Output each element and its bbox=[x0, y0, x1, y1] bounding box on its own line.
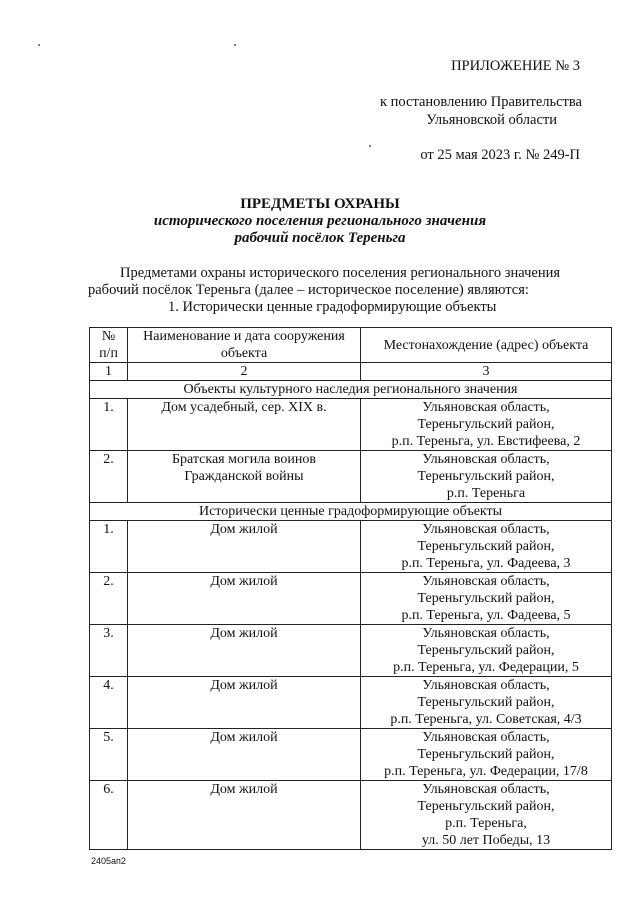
table-row bbox=[90, 451, 612, 503]
address-line: Тереньгульский район, bbox=[417, 643, 555, 658]
address-line: р.п. Тереньга bbox=[446, 486, 526, 501]
address-line: р.п. Тереньга, ул. Советская, 4/3 bbox=[390, 712, 582, 727]
intro-paragraph bbox=[88, 265, 588, 316]
address-line: Ульяновская область, bbox=[422, 730, 550, 745]
column-numbering-row bbox=[90, 363, 612, 381]
address-line: р.п. Тереньга, ул. Фадеева, 5 bbox=[401, 608, 571, 623]
object-name-line: Дом жилой bbox=[210, 678, 278, 693]
scan-speck bbox=[234, 44, 236, 46]
section-heading-valuable-objects: Исторически ценные градоформирующие объекты bbox=[90, 503, 612, 521]
table-row bbox=[90, 781, 612, 850]
resolution-reference: к постановлению Правительства bbox=[380, 94, 582, 110]
table-row bbox=[90, 625, 612, 677]
object-name-cell bbox=[128, 399, 361, 451]
section-heading-cultural-heritage: Объекты культурного наследия регионального значения bbox=[90, 381, 612, 399]
address-line: Ульяновская область, bbox=[422, 678, 550, 693]
object-name-cell bbox=[128, 573, 361, 625]
object-name-line: Дом жилой bbox=[210, 782, 278, 797]
object-address-cell bbox=[361, 521, 612, 573]
object-address-cell bbox=[361, 573, 612, 625]
object-name-line: Дом жилой bbox=[210, 522, 278, 537]
row-number-cell: 1. bbox=[90, 521, 128, 573]
intro-list-item: 1. Исторически ценные градоформирующие объекты bbox=[168, 299, 497, 315]
address-line: Ульяновская область, bbox=[422, 452, 550, 467]
scan-speck bbox=[369, 145, 371, 147]
object-name-cell bbox=[128, 729, 361, 781]
object-name-cell bbox=[128, 521, 361, 573]
address-line: Тереньгульский район, bbox=[417, 591, 555, 606]
address-line: р.п. Тереньга, ул. Евстифеева, 2 bbox=[391, 434, 581, 449]
address-line: Тереньгульский район, bbox=[417, 747, 555, 762]
object-address-cell bbox=[361, 729, 612, 781]
object-address-cell bbox=[361, 677, 612, 729]
address-line: Ульяновская область, bbox=[422, 522, 550, 537]
object-name-line: Дом жилой bbox=[210, 730, 278, 745]
address-line: Ульяновская область, bbox=[422, 400, 550, 415]
section-row bbox=[90, 381, 612, 399]
table-row bbox=[90, 729, 612, 781]
header-name-line2: объекта bbox=[220, 346, 268, 361]
table-row bbox=[90, 399, 612, 451]
object-name-cell bbox=[128, 625, 361, 677]
address-line: Тереньгульский район, bbox=[417, 799, 555, 814]
row-number-cell: 1. bbox=[90, 399, 128, 451]
object-name-cell bbox=[128, 677, 361, 729]
row-number-cell: 3. bbox=[90, 625, 128, 677]
intro-line-1: Предметами охраны исторического поселения регионального значения bbox=[120, 265, 561, 281]
document-subtitle: исторического поселения регионального значения bbox=[153, 213, 487, 229]
address-line: ул. 50 лет Победы, 13 bbox=[421, 833, 551, 848]
table-row bbox=[90, 573, 612, 625]
address-line: р.п. Тереньга, bbox=[445, 816, 527, 831]
object-name-line: Гражданской войны bbox=[184, 469, 304, 484]
resolution-date-number: от 25 мая 2023 г. № 249-П bbox=[420, 147, 580, 163]
object-address-cell bbox=[361, 625, 612, 677]
address-line: Тереньгульский район, bbox=[417, 539, 555, 554]
header-number-sign: № bbox=[101, 329, 116, 344]
header-name-cell bbox=[128, 328, 361, 363]
document-title: ПРЕДМЕТЫ ОХРАНЫ bbox=[240, 196, 400, 212]
address-line: Тереньгульский район, bbox=[417, 417, 555, 432]
object-address-cell bbox=[361, 399, 612, 451]
object-name-line: Дом усадебный, сер. XIX в. bbox=[161, 400, 327, 415]
row-number-cell: 4. bbox=[90, 677, 128, 729]
address-line: р.п. Тереньга, ул. Федерации, 17/8 bbox=[384, 764, 588, 779]
row-number-cell: 2. bbox=[90, 451, 128, 503]
address-line: р.п. Тереньга, ул. Фадеева, 3 bbox=[401, 556, 571, 571]
object-name-cell bbox=[128, 451, 361, 503]
column-number-2: 2 bbox=[128, 363, 361, 381]
address-line: р.п. Тереньга, ул. Федерации, 5 bbox=[393, 660, 579, 675]
header-number-pp: п/п bbox=[99, 346, 118, 361]
header-address-cell: Местонахождение (адрес) объекта bbox=[361, 328, 612, 363]
protected-objects-table bbox=[89, 327, 612, 850]
document-code: 2405ап2 bbox=[91, 856, 126, 866]
object-address-cell bbox=[361, 781, 612, 850]
address-line: Тереньгульский район, bbox=[417, 695, 555, 710]
object-address-cell bbox=[361, 451, 612, 503]
region-name: Ульяновской области bbox=[426, 112, 557, 128]
table-row bbox=[90, 521, 612, 573]
header-name-line1: Наименование и дата сооружения bbox=[143, 329, 345, 344]
row-number-cell: 5. bbox=[90, 729, 128, 781]
column-number-3: 3 bbox=[361, 363, 612, 381]
object-name-line: Дом жилой bbox=[210, 574, 278, 589]
table-header-row bbox=[90, 328, 612, 363]
intro-line-2: рабочий посёлок Тереньга (далее – историческое поселение) являются: bbox=[88, 282, 529, 298]
column-number-1: 1 bbox=[90, 363, 128, 381]
address-line: Ульяновская область, bbox=[422, 574, 550, 589]
table-row bbox=[90, 677, 612, 729]
section-row bbox=[90, 503, 612, 521]
address-line: Тереньгульский район, bbox=[417, 469, 555, 484]
object-name-cell bbox=[128, 781, 361, 850]
row-number-cell: 2. bbox=[90, 573, 128, 625]
address-line: Ульяновская область, bbox=[422, 626, 550, 641]
row-number-cell: 6. bbox=[90, 781, 128, 850]
header-number-cell bbox=[90, 328, 128, 363]
object-name-line: Братская могила воинов bbox=[171, 452, 317, 467]
settlement-name: рабочий посёлок Тереньга bbox=[234, 230, 406, 246]
object-name-line: Дом жилой bbox=[210, 626, 278, 641]
appendix-number: ПРИЛОЖЕНИЕ № 3 bbox=[451, 58, 580, 74]
address-line: Ульяновская область, bbox=[422, 782, 550, 797]
scan-speck bbox=[38, 44, 40, 46]
